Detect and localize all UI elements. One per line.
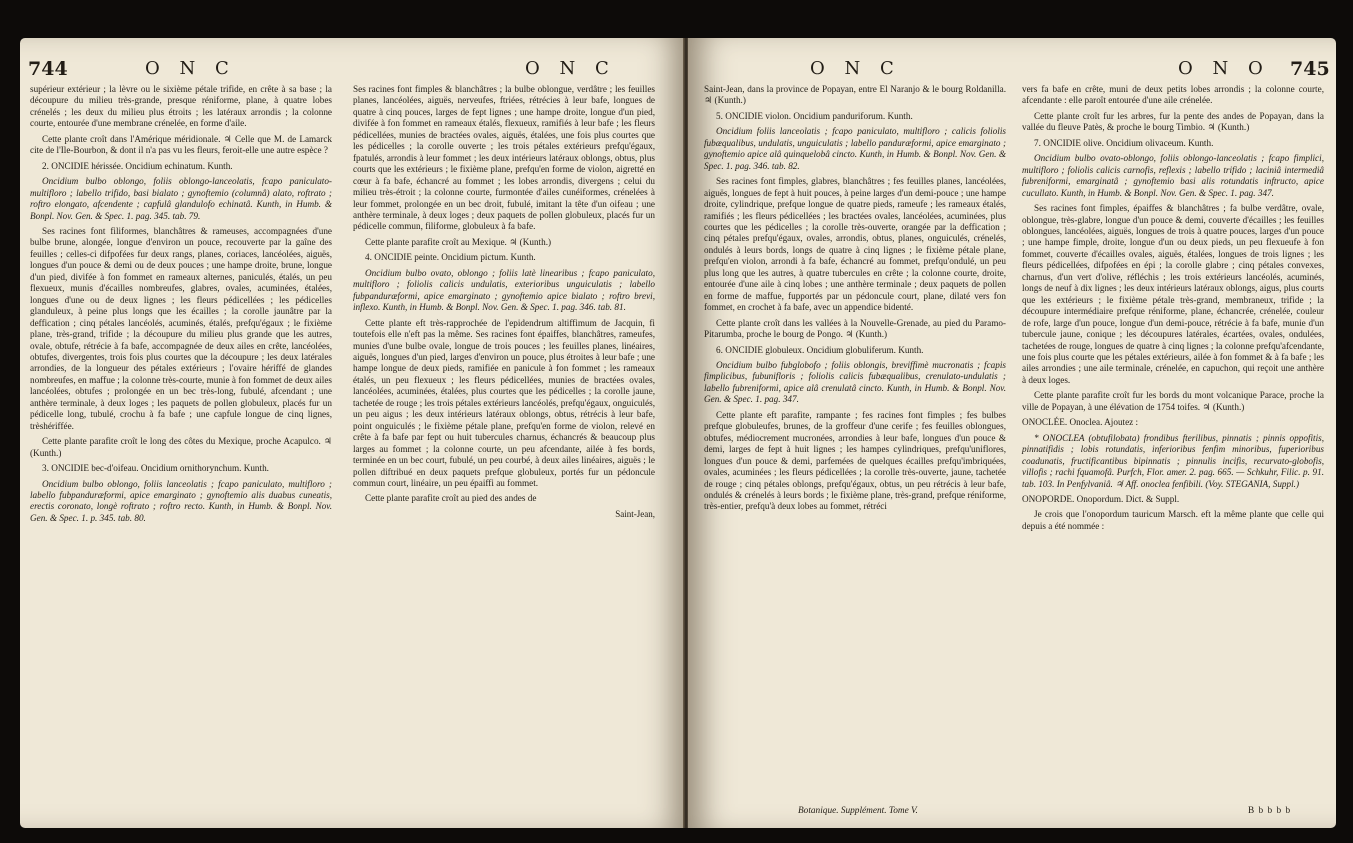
paragraph: Ses racines font fimples & blanchâtres ; la bulbe oblongue, verdâtre ; les feuilles planes, lancéolées, aiguës, nerveufes, ftriées, rétrécies à leur bafe, longues de quatre à cinq pouces, larges de fept lignes ; une hampe droite, longue d'un pied, divifée à fon fommet en rameaux étalés, flexueux, ramifiés à leur bafe ; les fleurs pédicellées, munies de bractées ovales, aiguës, étalées, une fois plus courtes que les pédicelles ; la corolle ouverte ; les trois pétales extérieurs prefqu'égaux, fpatulés, arrondis à leur fommet ; les deux intérieurs latéraux oblongs, obtus, plus courts que les extérieurs ; le fixième plane, prefqu'en forme de violon, aigretté en cœur à fa bafe, échancré au fommet ; les lobes arrondis, divergens ; celui du milieu très-étroit ; la colonne courte, furmontée d'ailes cunéiformes, crénelées à leur fommet, prolongée en un bec droit, fubulé, imitant la tête d'un oifeau ; une anthère terminale, à deux loges ; deux paquets de pollen globuleux, placés fur un pédicelle commun, filiforme, globuleux à fa bafe. (353, 84, 655, 232)
running-head-left-1: O N C (145, 58, 236, 79)
catchword: Saint-Jean, (615, 508, 655, 519)
latin-diagnosis: Oncidium foliis lanceolatis ; fcapo paniculato, multifloro ; calicis foliolis fubæqualibus, undulatis, unguiculatis ; labello panduræformi, apice emarginato ; gynoftemio apice alâ quinquelobâ cincto. Kunth, in Humb. & Bonpl. Nov. Gen. & Spec. 1. pag. 346. tab. 82. (704, 126, 1006, 171)
right-column-1 (704, 84, 1006, 517)
latin-diagnosis: Oncidium bulbo fubglobofo ; foliis oblongis, breviffimè mucronatis ; fcapis fimplicibus, fubunifloris ; foliolis calicis fubæqualibus, crenulato-undulatis ; labello fubreniformi, apice alâ crenulatâ cincto. Kunth, in Humb. & Bonpl. Nov. Gen. & Spec. 1. pag. 347. (704, 359, 1006, 405)
entry-heading: 5. ONCIDIE violon. Oncidium panduriforum. Kunth. (716, 110, 913, 121)
entry-heading: 7. ONCIDIE olive. Oncidium olivaceum. Kunth. (1034, 137, 1214, 148)
paragraph: Cette plante parafite croît fur les bords du mont volcanique Parace, proche la ville de Popayan, à une élévation de 1754 toifes. ♃ (Kunth.) (1022, 390, 1324, 412)
running-head-right-2: O N O (1178, 58, 1270, 79)
latin-diagnosis: Oncidium bulbo oblongo, foliis oblongo-lanceolatis, fcapo paniculato-multifloro ; labello trifido, basi bialato ; gynoftemio (columnâ) alato, roftrato ; roftro elongato, afcendente ; capfulâ glandulofo echinatâ. Kunth, in Humb. & Bonpl. Nov. Gen. & Spec. 1. pag. 345. tab. 79. (30, 176, 332, 221)
paragraph: Cette plante eft parafite, rampante ; fes racines font fimples ; fes bulbes prefque globuleufes, brunes, de la groffeur d'une cerife ; fes feuilles oblongues, obtufes, médiocrement mucronées, arrondies à leur bafe, longues d'un pouce & demi, larges de fept à huit lignes ; les hampes cylindriques, prefqu'uniflores, longues d'un pouce & demi, parfemées de quelques écailles prefqu'imbriquées, ovales, acuminées ; les fleurs pédicellées ; la corolle très-ouverte, jaune, tachetée de rouge ; cinq pétales oblongs, prefqu'égaux, obtus, un peu rétrécis à leur bafe, ondulés & crénelés à leurs bords ; le fixième plane, très-grand, prefque réniforme, très-entier, prefqu'à deux lobes au fommet, rétréci (704, 409, 1006, 512)
left-page (20, 38, 687, 828)
latin-diagnosis: Oncidium bulbo ovato-oblongo, foliis oblongo-lanceolatis ; fcapo fimplici, multifloro ; foliolis calicis carnofis, reflexis ; labello trifido ; laciniâ intermediâ fubreniformi, emarginatâ ; gynoftemio basi alis rotundatis inftructo, apice cucullato. Kunth, in Humb. & Bonpl. Nov. Gen. & Spec. 1. pag. 347. (1022, 153, 1324, 198)
page-number-right: 745 (1290, 58, 1330, 80)
page-number-left: 744 (28, 58, 68, 80)
paragraph: Cette plante eft très-rapprochée de l'epidendrum altiffimum de Jacquin, fi toutefois elle n'eft pas la même. Ses racines font épaiffes, blanchâtres, rameufes, munies d'une bulbe ovale, longue de trois pouces ; les feuilles planes, linéaires, aiguës, longues d'un pied, larges d'environ un pouce, plus étroites à leur bafe ; une hampe longue de deux pieds, ramifiée en panicule à fon fommet ; les rameaux étalés, un peu flexueux ; les fleurs pédicellées, munies de bractées ovales, lancéolées, acuminées, étalées, plus courtes que les pédicelles ; la corolle jaune, tachetée de rouge ; les trois pétales extérieurs lancéolés, prefqu'égaux, onguiculés, un peu aigus ; les deux intérieurs latéraux oblongs, obtus, rétrécis à leur bafe, point onguiculés ; le fixième pétale plane, prefqu'en forme de violon, relevé en crête à fa bafe par fept ou huit tubercules charnus, échancrés & beaucoup plus larges au fommet ; la colonne courte, un peu afcendante, ailée à fes bords, terminée en un bec court, fubulé, un peu courbé, à deux ailes linéaires, aiguës ; le pollen diftribué en deux paquets prefque globuleux, portés fur un pédoncule commun court, linéaire, un peu épaiffi au fommet. (353, 317, 655, 488)
paragraph: Cette plante croît dans les vallées à la Nouvelle-Grenade, au pied du Paramo-Pitarumba, proche le bourg de Pongo. ♃ (Kunth.) (704, 317, 1006, 340)
page-footer: Botanique. Supplément. Tome V. (798, 806, 918, 816)
paragraph: Ses racines font filiformes, blanchâtres & rameuses, accompagnées d'une bulbe brune, alongée, longue d'environ un pouce, recouverte par la gaîne des feuilles ; celles-ci difpofées fur deux rangs, planes, coriaces, lancéolées, aiguës, longues d'un pouce & demi ou de deux pouces ; une hampe droite, brune, longue d'un pied, divifée à fon fommet en rameaux alternes, paniculés, étalés, un peu flexueux, munis d'écailles nombreufes, glabres, ovales, acuminées, étalées, longues d'une ou de deux lignes ; les fleurs pédicellées ; les pédicelles glanduleux, à peine plus longs que les écailles ; la corolle jaunâtre par la deffication ; cinq pétales lancéolés, acuminés, étalés, prefqu'égaux ; le fixième plane, très-grand, trifide ; la découpure du milieu plus grande que les autres, ovale, obtufe, rétrécie à fa bafe, accompagnée de deux ailes en crête, lancéolées, obtufes, divergentes, trois fois plus courtes que la découpure ; les deux latérales arrondies, de la longueur des pétales extérieurs ; l'ovaire hériffé de glandes nombreufes, en maffue ; la colonne très-courte, munie à fon fommet de deux ailes lancéolées, obtufes ; prolongée en un bec très-long, fubulé, afcendant ; une anthère terminale, à deux loges ; les paquets de pollen globuleux, placés fur un pédicelle long, tubulé, crochu à fa bafe ; une capfule longue de cinq lignes, trèshériffée. (30, 225, 332, 431)
paragraph: Cette plante croît dans l'Amérique méridionale. ♃ Celle que M. de Lamarck cite de l'Ile-Bourbon, & dont il n'a pas vu les fleurs, feroit-elle une autre espèce ? (30, 133, 332, 156)
right-column-2 (1022, 84, 1324, 536)
paragraph: Ses racines font fimples, glabres, blanchâtres ; fes feuilles planes, lancéolées, aiguës, longues de fept à huit pouces, à peine larges d'un demi-pouce ; une hampe droite, cylindrique, prefque longue de quatre pieds, rameufe ; les rameaux étalés, ramifiés ; les fleurs pédicellées ; les bractées ovales, lancéolées, acuminées, plus courtes que les pédicelles ; la corolle très-ouverte, orangée par la deffication ; cinq pétales prefqu'égaux, ovales, arrondis, obtus, planes, onguiculés, crénelés, ondulés à leurs bords, longs de quatre à cinq lignes ; le fixième pétale plane, prefqu'en violon, arrondi à fa bafe, échancré au fommet, prefqu'ondulé, un peu plus long que les autres, à quatre tubercules en crête ; la colonne courte, droite, entourée d'une aile à cinq lobes ; une anthère terminale ; deux paquets de pollen en forme de maffue, fupportés par un pédoncule court, plane, dilaté vers fon fommet, en crochet à fa bafe, avec un appendice bidenté. (704, 176, 1006, 313)
signature-mark: B b b b b (1248, 806, 1292, 816)
paragraph: Ses racines font fimples, épaiffes & blanchâtres ; fa bulbe verdâtre, ovale, oblongue, très-glabre, longue d'un pouce & demi, couverte d'écailles ; les feuilles oblongues, lancéolées, aiguës, longues de trois à quatre pouces, larges d'un pouce ; une hampe fimple, droite, longue d'un ou deux pieds, un peu flexueufe à fon fommet, couverte d'écailles ovales, aiguës, étalées, longues de trois lignes ; les fleurs pédicellées, difpofées en épi ; la corolle glabre ; cinq pétales convexes, charnus, d'un vert d'olive, réfléchis ; les trois extérieurs lancéolés, acuminés, longs de neuf à dix lignes ; les deux intérieurs latéraux oblongs, aigus, plus courts que les extérieurs ; le fixième pétale très-grand, membraneux, trifide ; la découpure intermédiaire prefque réniforme, plane, échancrée, crénelée, couleur de rofe, large d'un pouce, longue d'un demi-pouce, rétrécie à fa bafe, munie d'un tubercule jaune, conique ; les découpures latérales, écartées, ovales, ondulées, tachetées de rouge, longues de quatre à cinq lignes ; la colonne prefqu'afcendante, une fois plus courte que les pétales extérieurs, ailée à fon fommet & à fa bafe ; les ailes arrondies ; une aile terminale, crénelée, en capuchon, qui reçoit une anthère à deux loges. (1022, 203, 1324, 385)
running-head-right-1: O N C (810, 58, 901, 79)
left-column-2 (353, 84, 655, 520)
paragraph: Saint-Jean, dans la province de Popayan, entre El Naranjo & le bourg Roldanilla. ♃ (Kunth.) (704, 84, 1006, 106)
left-column-1 (30, 84, 332, 528)
paragraph: Cette plante parafite croît le long des côtes du Mexique, proche Acapulco. ♃ (Kunth.) (30, 436, 332, 458)
latin-diagnosis: Oncidium bulbo ovato, oblongo ; foliis latè linearibus ; fcapo paniculato, multifloro ; foliolis calicis undulatis, exterioribus unguiculatis ; labello fubpanduræformi, apice emarginato ; gynoftemio apice bialato ; roftro brevi, inflexo. Kunth, in Humb. & Bonpl. Nov. Gen. & Spec. 1. pag. 346. tab. 81. (353, 267, 655, 313)
entry-heading: 4. ONCIDIE peinte. Oncidium pictum. Kunth. (365, 252, 536, 263)
entry-heading-onoclea: ONOCLÉE. Onoclea. Ajoutez : (1022, 417, 1139, 428)
paragraph: Cette plante parafite croît au pied des andes de (365, 493, 537, 504)
paragraph: Cette plante croît fur les arbres, fur la pente des andes de Popayan, dans la vallée du fleuve Patès, & proche le bourg Timbio. ♃ (Kunth.) (1022, 110, 1324, 133)
latin-diagnosis: * ONOCLEA (obtufilobata) frondibus fterilibus, pinnatis ; pinnis oppofitis, pinnatifidis ; lobis rotundatis, inferioribus fenfim minoribus, fuperioribus coadunatis, fructificantibus bipinnatis ; pinnulis incifis, recurvato-globofis, villofis ; rachi fquamofâ. Purfch, Flor. amer. 2. pag. 665. — Schkuhr, Filic. p. 91. tab. 103. In Penfylvaniâ. ♃ Aff. onoclea fenfibili. (Voy. STEGANIA, Suppl.) (1022, 432, 1324, 489)
latin-diagnosis: Oncidium bulbo oblongo, foliis lanceolatis ; fcapo paniculato, multifloro ; labello fubpanduræformi, apice emarginato ; gynoftemio alis duabus cuneatis, erectis coronato, longè roftrato ; roftro recto. Kunth, in Humb. & Bonpl. Nov. Gen. & Spec. 1. p. 345. tab. 80. (30, 478, 332, 523)
entry-heading-onoporde: ONOPORDE. Onopordum. Dict. & Suppl. (1022, 493, 1180, 504)
right-page (688, 38, 1336, 828)
entry-heading: 6. ONCIDIE globuleux. Oncidium globuliferum. Kunth. (716, 344, 924, 355)
paragraph: vers fa bafe en crête, muni de deux petits lobes arrondis ; la colonne courte, afcendante : elle paroît entourée d'une aile crénelée. (1022, 84, 1324, 106)
running-head-left-2: O N C (525, 58, 616, 79)
entry-heading: 3. ONCIDIE bec-d'oifeau. Oncidium ornithorynchum. Kunth. (42, 463, 269, 474)
paragraph: supérieur extérieur ; la lèvre ou le sixième pétale trifide, en crête à sa base ; la découpure du milieu très-grande, presque réniforme, plane, à quatre lobes crénelés ; les deux du milieu plus étroits ; les latéraux arrondis ; la colonne courte, entourée d'une membrane crénelée, en forme d'aile. (30, 84, 332, 129)
entry-heading: 2. ONCIDIE hérissée. Oncidium echinatum. Kunth. (42, 160, 233, 171)
paragraph: Je crois que l'onopordum tauricum Marsch. eft la même plante que celle qui depuis a été nommée : (1022, 509, 1324, 531)
paragraph: Cette plante parafite croît au Mexique. ♃ (Kunth.) (365, 236, 552, 247)
